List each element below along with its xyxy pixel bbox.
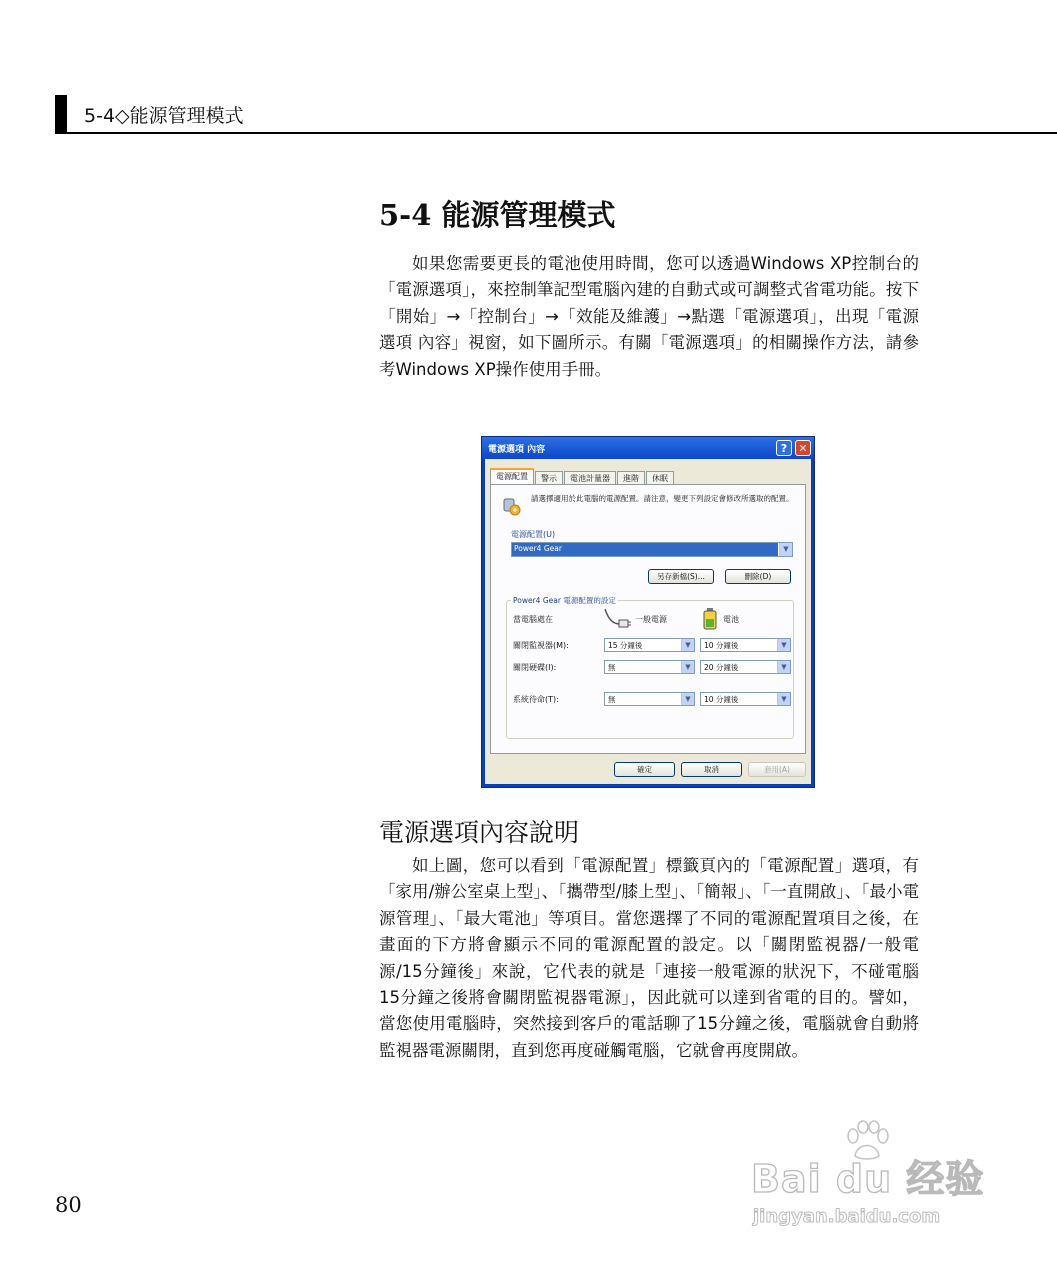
harddisk-ac-select[interactable]: [604, 660, 695, 674]
harddisk-off-label: 關閉硬碟(I):: [513, 663, 557, 672]
chevron-down-icon[interactable]: ▼: [681, 639, 694, 651]
power-plug-icon: [501, 495, 521, 517]
monitor-ac-select[interactable]: [604, 638, 695, 652]
dialog-client: [485, 459, 811, 784]
watermark-main: Bai du 经验: [751, 1157, 985, 1201]
chevron-down-icon[interactable]: ▼: [777, 639, 790, 651]
monitor-battery-select[interactable]: [700, 638, 791, 652]
paragraph-intro: 如果您需要更長的電池使用時間，您可以透過Windows XP控制台的「電源選項」，來控制筆記型電腦內建的自動式或可調整式省電功能。按下「開始」→「控制台」→「效能及維護」→點選「電源選項」，出現「電源選項 內容」視窗，如下圖所示。有關「電源選項」的相關操作方法，請參考Windows XP操作使用手冊。: [379, 254, 919, 379]
harddisk-battery-select[interactable]: [700, 660, 791, 674]
running-title: 5-4◇能源管理模式: [84, 105, 244, 127]
dialog-titlebar: [482, 437, 814, 459]
baidu-watermark: [745, 1120, 1005, 1240]
scheme-description: 請選擇適用於此電腦的電源配置。請注意，變更下列設定會修改所選取的配置。: [531, 494, 794, 503]
monitor-off-label: 關閉監視器(M):: [513, 641, 569, 650]
standby-battery-value: 10 分鐘後: [704, 695, 739, 704]
cancel-button[interactable]: 取消: [681, 762, 742, 777]
close-button[interactable]: ✕: [795, 440, 811, 456]
chevron-down-icon[interactable]: ▼: [779, 543, 792, 556]
apply-button[interactable]: 套用(A): [748, 762, 806, 777]
standby-ac-value: 無: [608, 695, 616, 704]
header-rule: [55, 132, 1057, 134]
chevron-down-icon[interactable]: ▼: [777, 661, 790, 673]
chevron-down-icon[interactable]: ▼: [777, 693, 790, 705]
tab-power-meter[interactable]: 電池計量器: [564, 471, 616, 487]
tab-hibernate[interactable]: 休眠: [646, 471, 674, 487]
settings-group-caption: Power4 Gear 電源配置的設定: [513, 596, 616, 605]
standby-ac-select[interactable]: [604, 692, 695, 706]
dialog-title: 電源選項 內容: [488, 445, 546, 455]
chevron-down-icon[interactable]: ▼: [681, 661, 694, 673]
page-number: 80: [55, 1193, 82, 1217]
subsection-title: 電源選項內容說明: [379, 818, 580, 847]
standby-label: 系統待命(T):: [513, 695, 559, 704]
save-as-button[interactable]: 另存新檔(S)...: [648, 569, 714, 584]
scheme-value: Power4 Gear: [512, 543, 778, 556]
tab-strip: [490, 468, 675, 484]
monitor-battery-value: 10 分鐘後: [704, 641, 739, 650]
battery-column-label: 電池: [723, 615, 739, 624]
chevron-down-icon[interactable]: ▼: [681, 693, 694, 705]
battery-icon: [703, 608, 717, 630]
harddisk-battery-value: 20 分鐘後: [704, 663, 739, 672]
ok-button[interactable]: 確定: [614, 762, 675, 777]
help-button[interactable]: ?: [776, 440, 792, 456]
scheme-dropdown[interactable]: [511, 542, 793, 557]
paragraph-explanation: 如上圖，您可以看到「電源配置」標籤頁內的「電源配置」選項，有「家用/辦公室桌上型」、「攜帶型/膝上型」、「簡報」、「一直開啟」、「最小電源管理」、「最大電池」等項目。當您選擇了不同的電源配置項目之後，在畫面的下方將會顯示不同的電源配置的設定。以「關閉監視器/一般電源/15分鐘後」來說，它代表的就是「連接一般電源的狀況下，不碰電腦15分鐘之後將會關閉監視器電源」，因此就可以達到省電的目的。譬如，當您使用電腦時，突然接到客戶的電話聊了15分鐘之後，電腦就會自動將監視器電源關閉，直到您再度碰觸電腦，它就會再度開啟。: [379, 856, 919, 1060]
tab-alarms[interactable]: 警示: [535, 471, 563, 487]
ac-column-label: 一般電源: [635, 615, 667, 624]
section-title: 5-4 能源管理模式: [379, 198, 616, 232]
ac-plug-icon: [602, 606, 632, 630]
harddisk-ac-value: 無: [608, 663, 616, 672]
scheme-settings-group: [506, 596, 794, 739]
watermark-url: jingyan.baidu.com: [753, 1206, 941, 1227]
tab-panel: [490, 484, 806, 754]
when-computer-label: 當電腦處在: [513, 615, 553, 624]
standby-battery-select[interactable]: [700, 692, 791, 706]
delete-button[interactable]: 刪除(D): [725, 569, 791, 584]
power-options-dialog: [481, 436, 815, 788]
scheme-label: 電源配置(U): [511, 530, 556, 539]
monitor-ac-value: 15 分鐘後: [608, 641, 643, 650]
header-bar: [55, 95, 67, 134]
tab-advanced[interactable]: 進階: [617, 471, 645, 487]
tab-power-schemes[interactable]: 電源配置: [490, 468, 534, 487]
